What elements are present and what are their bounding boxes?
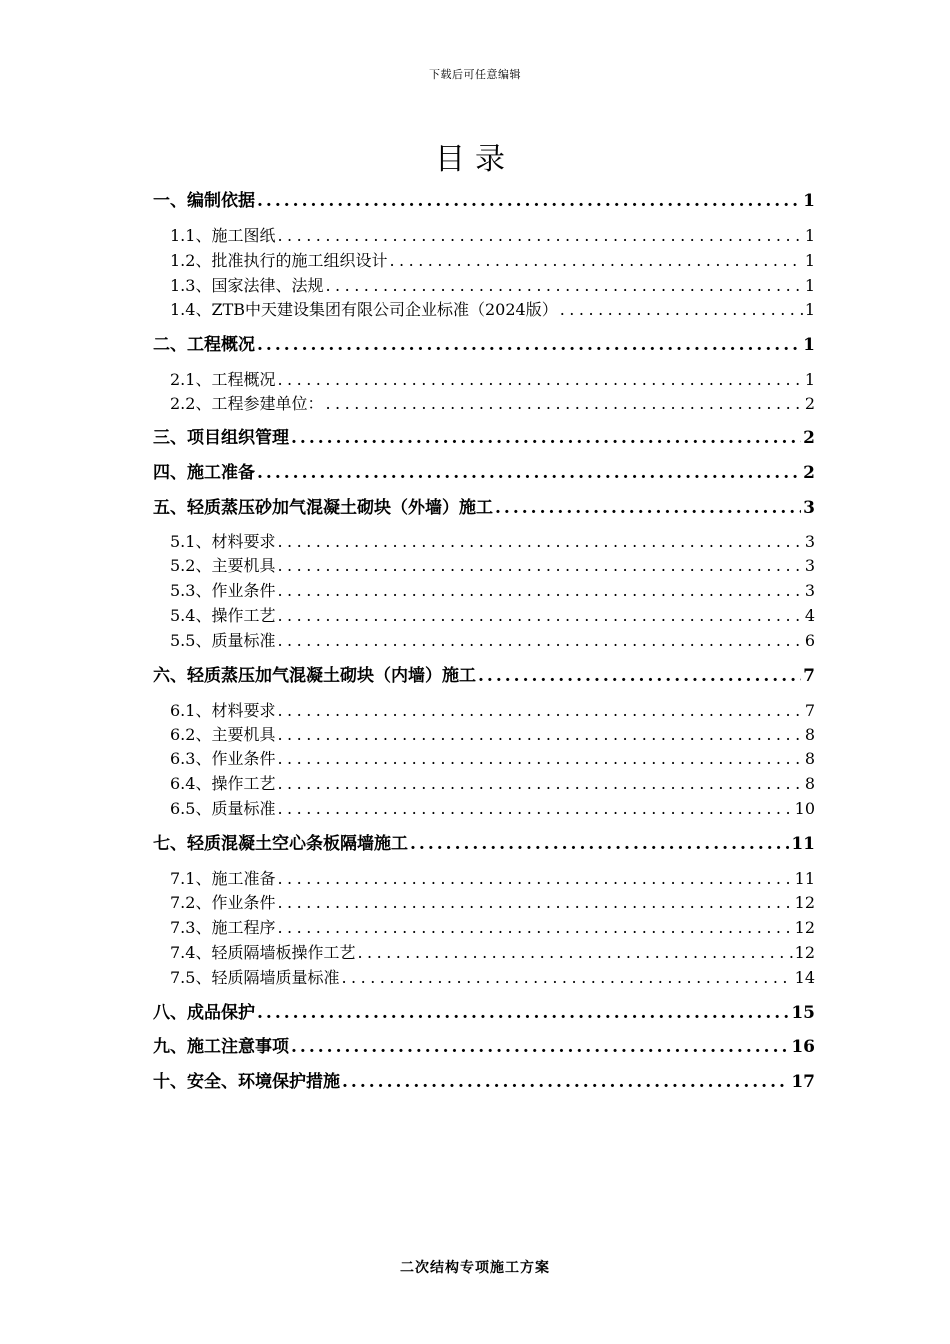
toc-entry-page-number: 11 xyxy=(794,869,815,888)
toc-entry-page-number: 10 xyxy=(794,799,815,818)
toc-entry-page-number: 16 xyxy=(791,1037,815,1057)
toc-entry-label: 5.3、作业条件 xyxy=(170,581,276,600)
toc-subsection-entry[interactable] xyxy=(170,580,815,602)
toc-dot-leader xyxy=(277,798,792,820)
toc-entry-page-number: 11 xyxy=(791,834,815,854)
toc-entry-label: 2.2、工程参建单位： xyxy=(170,394,324,413)
toc-entry-page-number: 12 xyxy=(794,893,815,912)
toc-dot-leader xyxy=(277,700,802,722)
toc-subsection-entry[interactable] xyxy=(170,748,815,770)
toc-subsection-entry[interactable] xyxy=(170,724,815,746)
toc-entry-label: 7.1、施工准备 xyxy=(170,869,276,888)
toc-subsection-entry[interactable] xyxy=(170,369,815,391)
toc-entry-label: 6.2、主要机具 xyxy=(170,725,276,744)
toc-subsection-entry[interactable] xyxy=(170,275,815,297)
toc-dot-leader xyxy=(257,190,801,212)
toc-entry-page-number: 3 xyxy=(804,532,815,551)
toc-section-entry[interactable] xyxy=(153,427,815,449)
toc-dot-leader xyxy=(357,942,792,964)
toc-entry-label: 九、施工注意事项 xyxy=(153,1037,289,1057)
toc-entry-label: 6.3、作业条件 xyxy=(170,749,276,768)
toc-section-entry[interactable] xyxy=(153,462,815,484)
toc-subsection-entry[interactable] xyxy=(170,630,815,652)
toc-entry-label: 八、成品保护 xyxy=(153,1003,255,1023)
toc-dot-leader xyxy=(410,833,789,855)
toc-dot-leader xyxy=(495,497,801,519)
toc-dot-leader xyxy=(325,275,802,297)
toc-entry-label: 7.4、轻质隔墙板操作工艺 xyxy=(170,943,356,962)
toc-entry-label: 1.3、国家法律、法规 xyxy=(170,276,324,295)
toc-section-entry[interactable] xyxy=(153,833,815,855)
toc-section-entry[interactable] xyxy=(153,1071,815,1093)
toc-subsection-entry[interactable] xyxy=(170,917,815,939)
toc-entry-label: 5.1、材料要求 xyxy=(170,532,276,551)
toc-subsection-entry[interactable] xyxy=(170,250,815,272)
toc-dot-leader xyxy=(277,531,802,553)
toc-dot-leader xyxy=(277,605,802,627)
toc-entry-page-number: 1 xyxy=(804,251,815,270)
toc-entry-label: 三、项目组织管理 xyxy=(153,428,289,448)
toc-dot-leader xyxy=(277,580,802,602)
toc-entry-page-number: 14 xyxy=(794,968,815,987)
page-header: 下载后可任意编辑 xyxy=(429,68,521,81)
toc-dot-leader xyxy=(389,250,802,272)
toc-entry-page-number: 15 xyxy=(791,1003,815,1023)
toc-entry-page-number: 1 xyxy=(804,370,815,389)
toc-entry-page-number: 8 xyxy=(804,749,815,768)
toc-entry-page-number: 4 xyxy=(804,606,815,625)
toc-entry-label: 二、工程概况 xyxy=(153,335,255,355)
toc-dot-leader xyxy=(277,724,802,746)
toc-entry-page-number: 12 xyxy=(794,918,815,937)
toc-entry-page-number: 3 xyxy=(804,556,815,575)
toc-subsection-entry[interactable] xyxy=(170,700,815,722)
toc-entry-label: 十、安全、环境保护措施 xyxy=(153,1072,340,1092)
toc-entry-label: 1.2、批准执行的施工组织设计 xyxy=(170,251,388,270)
toc-entry-page-number: 1 xyxy=(803,191,815,211)
toc-dot-leader xyxy=(277,225,802,247)
toc-entry-page-number: 2 xyxy=(803,428,815,448)
toc-entry-page-number: 17 xyxy=(791,1072,815,1092)
toc-entry-label: 7.5、轻质隔墙质量标准 xyxy=(170,968,340,987)
toc-subsection-entry[interactable] xyxy=(170,967,815,989)
toc-subsection-entry[interactable] xyxy=(170,605,815,627)
toc-entry-label: 5.2、主要机具 xyxy=(170,556,276,575)
toc-entry-page-number: 1 xyxy=(804,300,815,319)
toc-section-entry[interactable] xyxy=(153,1002,815,1024)
toc-entry-label: 7.3、施工程序 xyxy=(170,918,276,937)
toc-entry-page-number: 7 xyxy=(804,701,815,720)
toc-entry-page-number: 2 xyxy=(803,463,815,483)
toc-entry-page-number: 2 xyxy=(804,394,815,413)
toc-entry-label: 6.4、操作工艺 xyxy=(170,774,276,793)
toc-entry-page-number: 3 xyxy=(804,581,815,600)
toc-entry-page-number: 1 xyxy=(804,226,815,245)
toc-dot-leader xyxy=(342,1071,789,1093)
toc-entry-label: 2.1、工程概况 xyxy=(170,370,276,389)
toc-entry-label: 七、轻质混凝土空心条板隔墙施工 xyxy=(153,834,408,854)
toc-entry-label: 1.4、ZTB中天建设集团有限公司企业标准（2024版） xyxy=(170,300,558,319)
toc-dot-leader xyxy=(277,917,792,939)
toc-entry-label: 一、编制依据 xyxy=(153,191,255,211)
toc-entry-page-number: 8 xyxy=(804,774,815,793)
toc-entry-label: 六、轻质蒸压加气混凝土砌块（内墙）施工 xyxy=(153,666,476,686)
toc-entry-label: 五、轻质蒸压砂加气混凝土砌块（外墙）施工 xyxy=(153,498,493,518)
toc-entry-label: 6.1、材料要求 xyxy=(170,701,276,720)
toc-entry-page-number: 1 xyxy=(804,276,815,295)
toc-dot-leader xyxy=(277,748,802,770)
toc-dot-leader xyxy=(277,868,792,890)
page-footer: 二次结构专项施工方案 xyxy=(400,1260,550,1276)
toc-subsection-entry[interactable] xyxy=(170,798,815,820)
toc-subsection-entry[interactable] xyxy=(170,299,815,321)
toc-subsection-entry[interactable] xyxy=(170,892,815,914)
toc-entry-label: 5.5、质量标准 xyxy=(170,631,276,650)
toc-section-entry[interactable] xyxy=(153,334,815,356)
toc-entry-page-number: 6 xyxy=(804,631,815,650)
toc-entry-label: 1.1、施工图纸 xyxy=(170,226,276,245)
toc-dot-leader xyxy=(277,773,802,795)
toc-entry-page-number: 12 xyxy=(794,943,815,962)
toc-section-entry[interactable] xyxy=(153,190,815,212)
toc-dot-leader xyxy=(325,393,802,415)
toc-dot-leader xyxy=(341,967,792,989)
toc-dot-leader xyxy=(277,892,792,914)
toc-dot-leader xyxy=(478,665,801,687)
page-title: 目录 xyxy=(435,142,515,177)
toc-dot-leader xyxy=(291,1036,789,1058)
toc-entry-page-number: 8 xyxy=(804,725,815,744)
toc-entry-page-number: 1 xyxy=(803,335,815,355)
toc-subsection-entry[interactable] xyxy=(170,555,815,577)
toc-subsection-entry[interactable] xyxy=(170,942,815,964)
toc-entry-label: 7.2、作业条件 xyxy=(170,893,276,912)
toc-subsection-entry[interactable] xyxy=(170,773,815,795)
toc-dot-leader xyxy=(560,299,803,321)
toc-dot-leader xyxy=(257,462,801,484)
toc-section-entry[interactable] xyxy=(153,1036,815,1058)
toc-entry-page-number: 3 xyxy=(803,498,815,518)
toc-subsection-entry[interactable] xyxy=(170,868,815,890)
toc-dot-leader xyxy=(277,369,802,391)
toc-dot-leader xyxy=(257,1002,789,1024)
toc-dot-leader xyxy=(291,427,801,449)
toc-subsection-entry[interactable] xyxy=(170,393,815,415)
toc-entry-page-number: 7 xyxy=(803,666,815,686)
toc-dot-leader xyxy=(277,630,802,652)
toc-entry-label: 四、施工准备 xyxy=(153,463,255,483)
toc-section-entry[interactable] xyxy=(153,665,815,687)
toc-entry-label: 6.5、质量标准 xyxy=(170,799,276,818)
toc-section-entry[interactable] xyxy=(153,497,815,519)
toc-dot-leader xyxy=(257,334,801,356)
toc-subsection-entry[interactable] xyxy=(170,225,815,247)
toc-entry-label: 5.4、操作工艺 xyxy=(170,606,276,625)
toc-subsection-entry[interactable] xyxy=(170,531,815,553)
toc-dot-leader xyxy=(277,555,802,577)
